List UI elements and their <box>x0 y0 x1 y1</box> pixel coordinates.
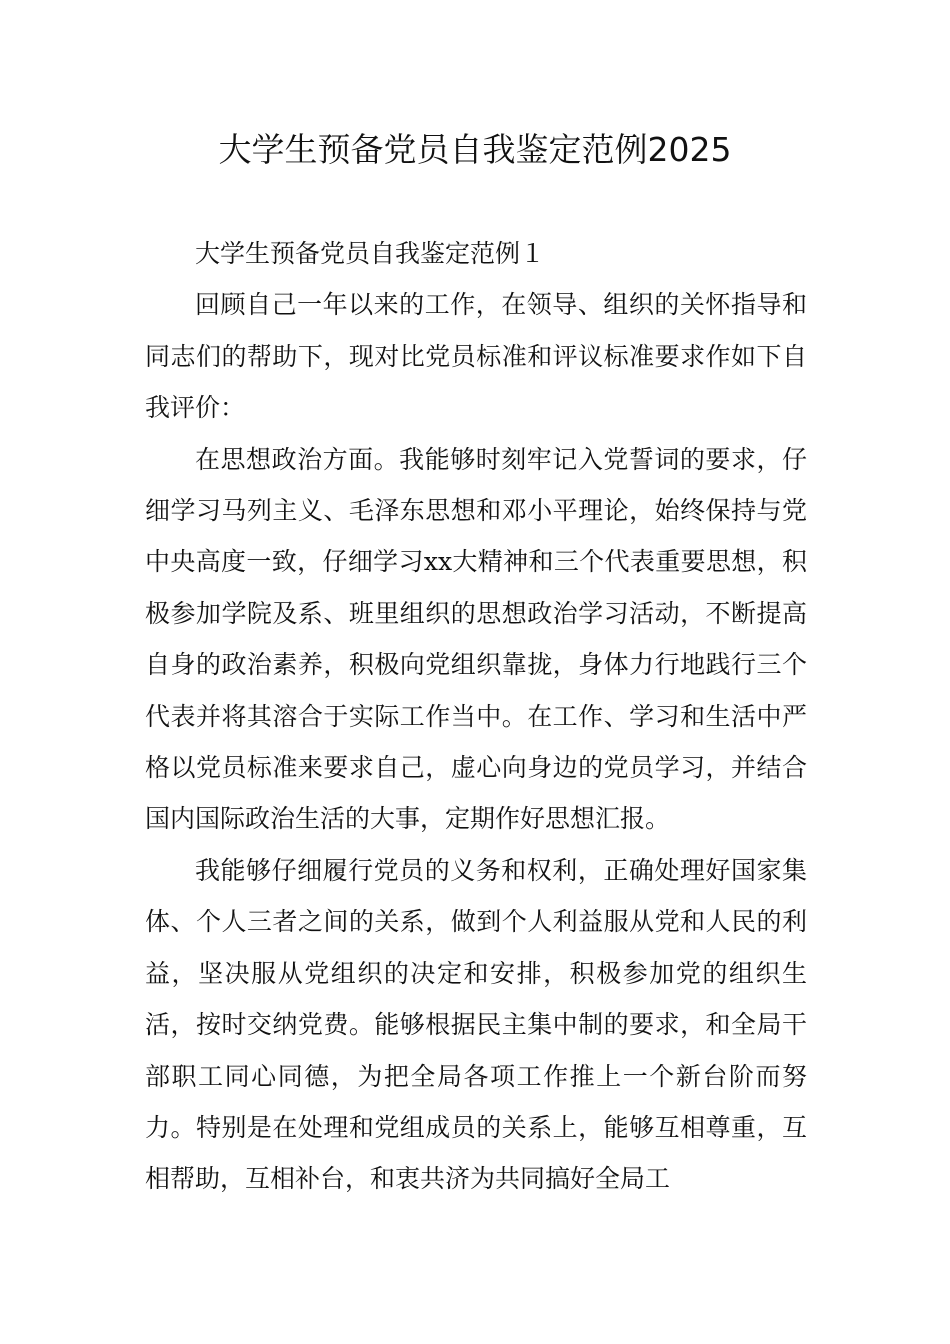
paragraph-political-thought: 在思想政治方面。我能够时刻牢记入党誓词的要求，仔细学习马列主义、毛泽东思想和邓小平理论，始终保持与党中央高度一致，仔细学习xx大精神和三个代表重要思想，积极参加学院及系、班里组织的思想政治学习活动，不断提高自身的政治素养，积极向党组织靠拢，身体力行地践行三个代表并将其溶合于实际工作当中。在工作、学习和生活中严格以党员标准来要求自己，虚心向身边的党员学习，并结合国内国际政治生活的大事，定期作好思想汇报。 <box>145 444 807 834</box>
document-title: 大学生预备党员自我鉴定范例2025 <box>218 130 732 169</box>
paragraph-intro: 回顾自己一年以来的工作，在领导、组织的关怀指导和同志们的帮助下，现对比党员标准和评议标准要求作如下自我评价： <box>145 290 807 423</box>
section-subtitle: 大学生预备党员自我鉴定范例１ <box>195 239 546 268</box>
document-body <box>145 228 807 1205</box>
paragraph-duties-rights: 我能够仔细履行党员的义务和权利，正确处理好国家集体、个人三者之间的关系，做到个人利益服从党和人民的利益，坚决服从党组织的决定和安排，积极参加党的组织生活，按时交纳党费。能够根据民主集中制的要求，和全局干部职工同心同德，为把全局各项工作推上一个新台阶而努力。特别是在处理和党组成员的关系上，能够互相尊重，互相帮助，互相补台，和衷共济为共同搞好全局工 <box>145 855 807 1194</box>
